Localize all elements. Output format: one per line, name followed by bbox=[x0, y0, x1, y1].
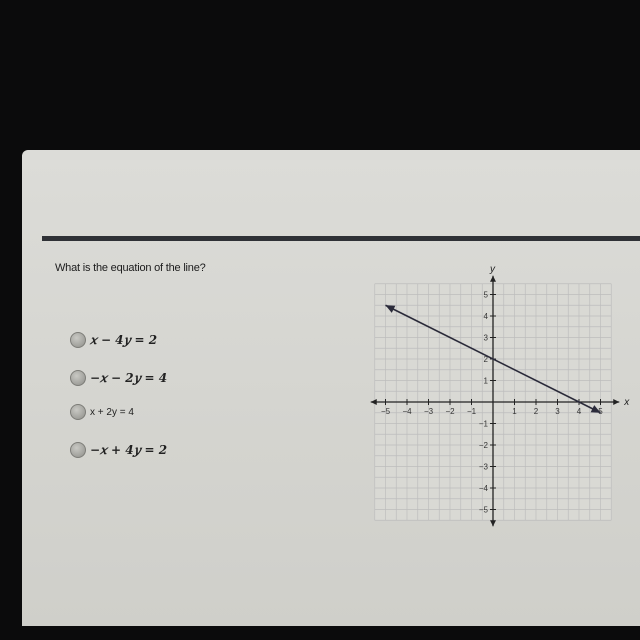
x-tick-label: −1 bbox=[466, 407, 477, 416]
x-tick-label: 4 bbox=[576, 407, 582, 416]
option-3[interactable] bbox=[70, 402, 134, 422]
y-tick-label: −2 bbox=[478, 441, 488, 450]
option-4-label: −𝑥 + 4𝑦 = 2 bbox=[90, 443, 168, 457]
x-tick-label: −3 bbox=[423, 407, 434, 416]
x-axis-arrow-right bbox=[613, 399, 619, 405]
y-axis-arrow-up bbox=[490, 276, 496, 282]
radio-button-2[interactable] bbox=[70, 370, 86, 386]
y-tick-label: 1 bbox=[483, 376, 488, 386]
header-divider bbox=[42, 236, 640, 241]
x-tick-label: 5 bbox=[598, 407, 603, 416]
y-tick-label: 4 bbox=[483, 312, 488, 321]
option-1-label: 𝑥 − 4𝑦 = 2 bbox=[90, 333, 158, 347]
x-tick-label: 2 bbox=[533, 407, 539, 416]
option-2[interactable] bbox=[70, 368, 167, 388]
y-axis-name: y bbox=[490, 263, 495, 275]
y-tick-label: 3 bbox=[483, 333, 488, 343]
x-tick-label: 3 bbox=[555, 407, 560, 416]
x-tick-label: −2 bbox=[445, 407, 455, 416]
option-2-label: −𝑥 − 2𝑦 = 4 bbox=[90, 371, 168, 385]
x-tick-label: −5 bbox=[380, 407, 391, 416]
y-tick-label: 2 bbox=[483, 355, 488, 364]
x-tick-label: 1 bbox=[512, 407, 517, 416]
graph-svg bbox=[368, 263, 630, 530]
radio-button-4[interactable] bbox=[70, 442, 86, 458]
option-1[interactable] bbox=[70, 330, 157, 350]
x-tick-label: −4 bbox=[402, 407, 412, 416]
x-axis-name: x bbox=[624, 397, 630, 408]
coordinate-graph bbox=[368, 263, 630, 535]
y-tick-label: −5 bbox=[478, 505, 488, 515]
radio-button-3[interactable] bbox=[70, 404, 86, 420]
option-3-label: x + 2y = 4 bbox=[90, 406, 134, 418]
y-axis-arrow-down bbox=[490, 520, 496, 526]
y-tick-label: 5 bbox=[483, 290, 488, 300]
question-text: What is the equation of the line? bbox=[55, 262, 206, 274]
y-tick-label: −4 bbox=[478, 484, 488, 493]
y-tick-label: −1 bbox=[478, 419, 488, 429]
x-axis-arrow-left bbox=[371, 399, 377, 405]
radio-button-1[interactable] bbox=[70, 332, 86, 348]
y-tick-label: −3 bbox=[478, 462, 488, 472]
option-4[interactable] bbox=[70, 440, 167, 460]
